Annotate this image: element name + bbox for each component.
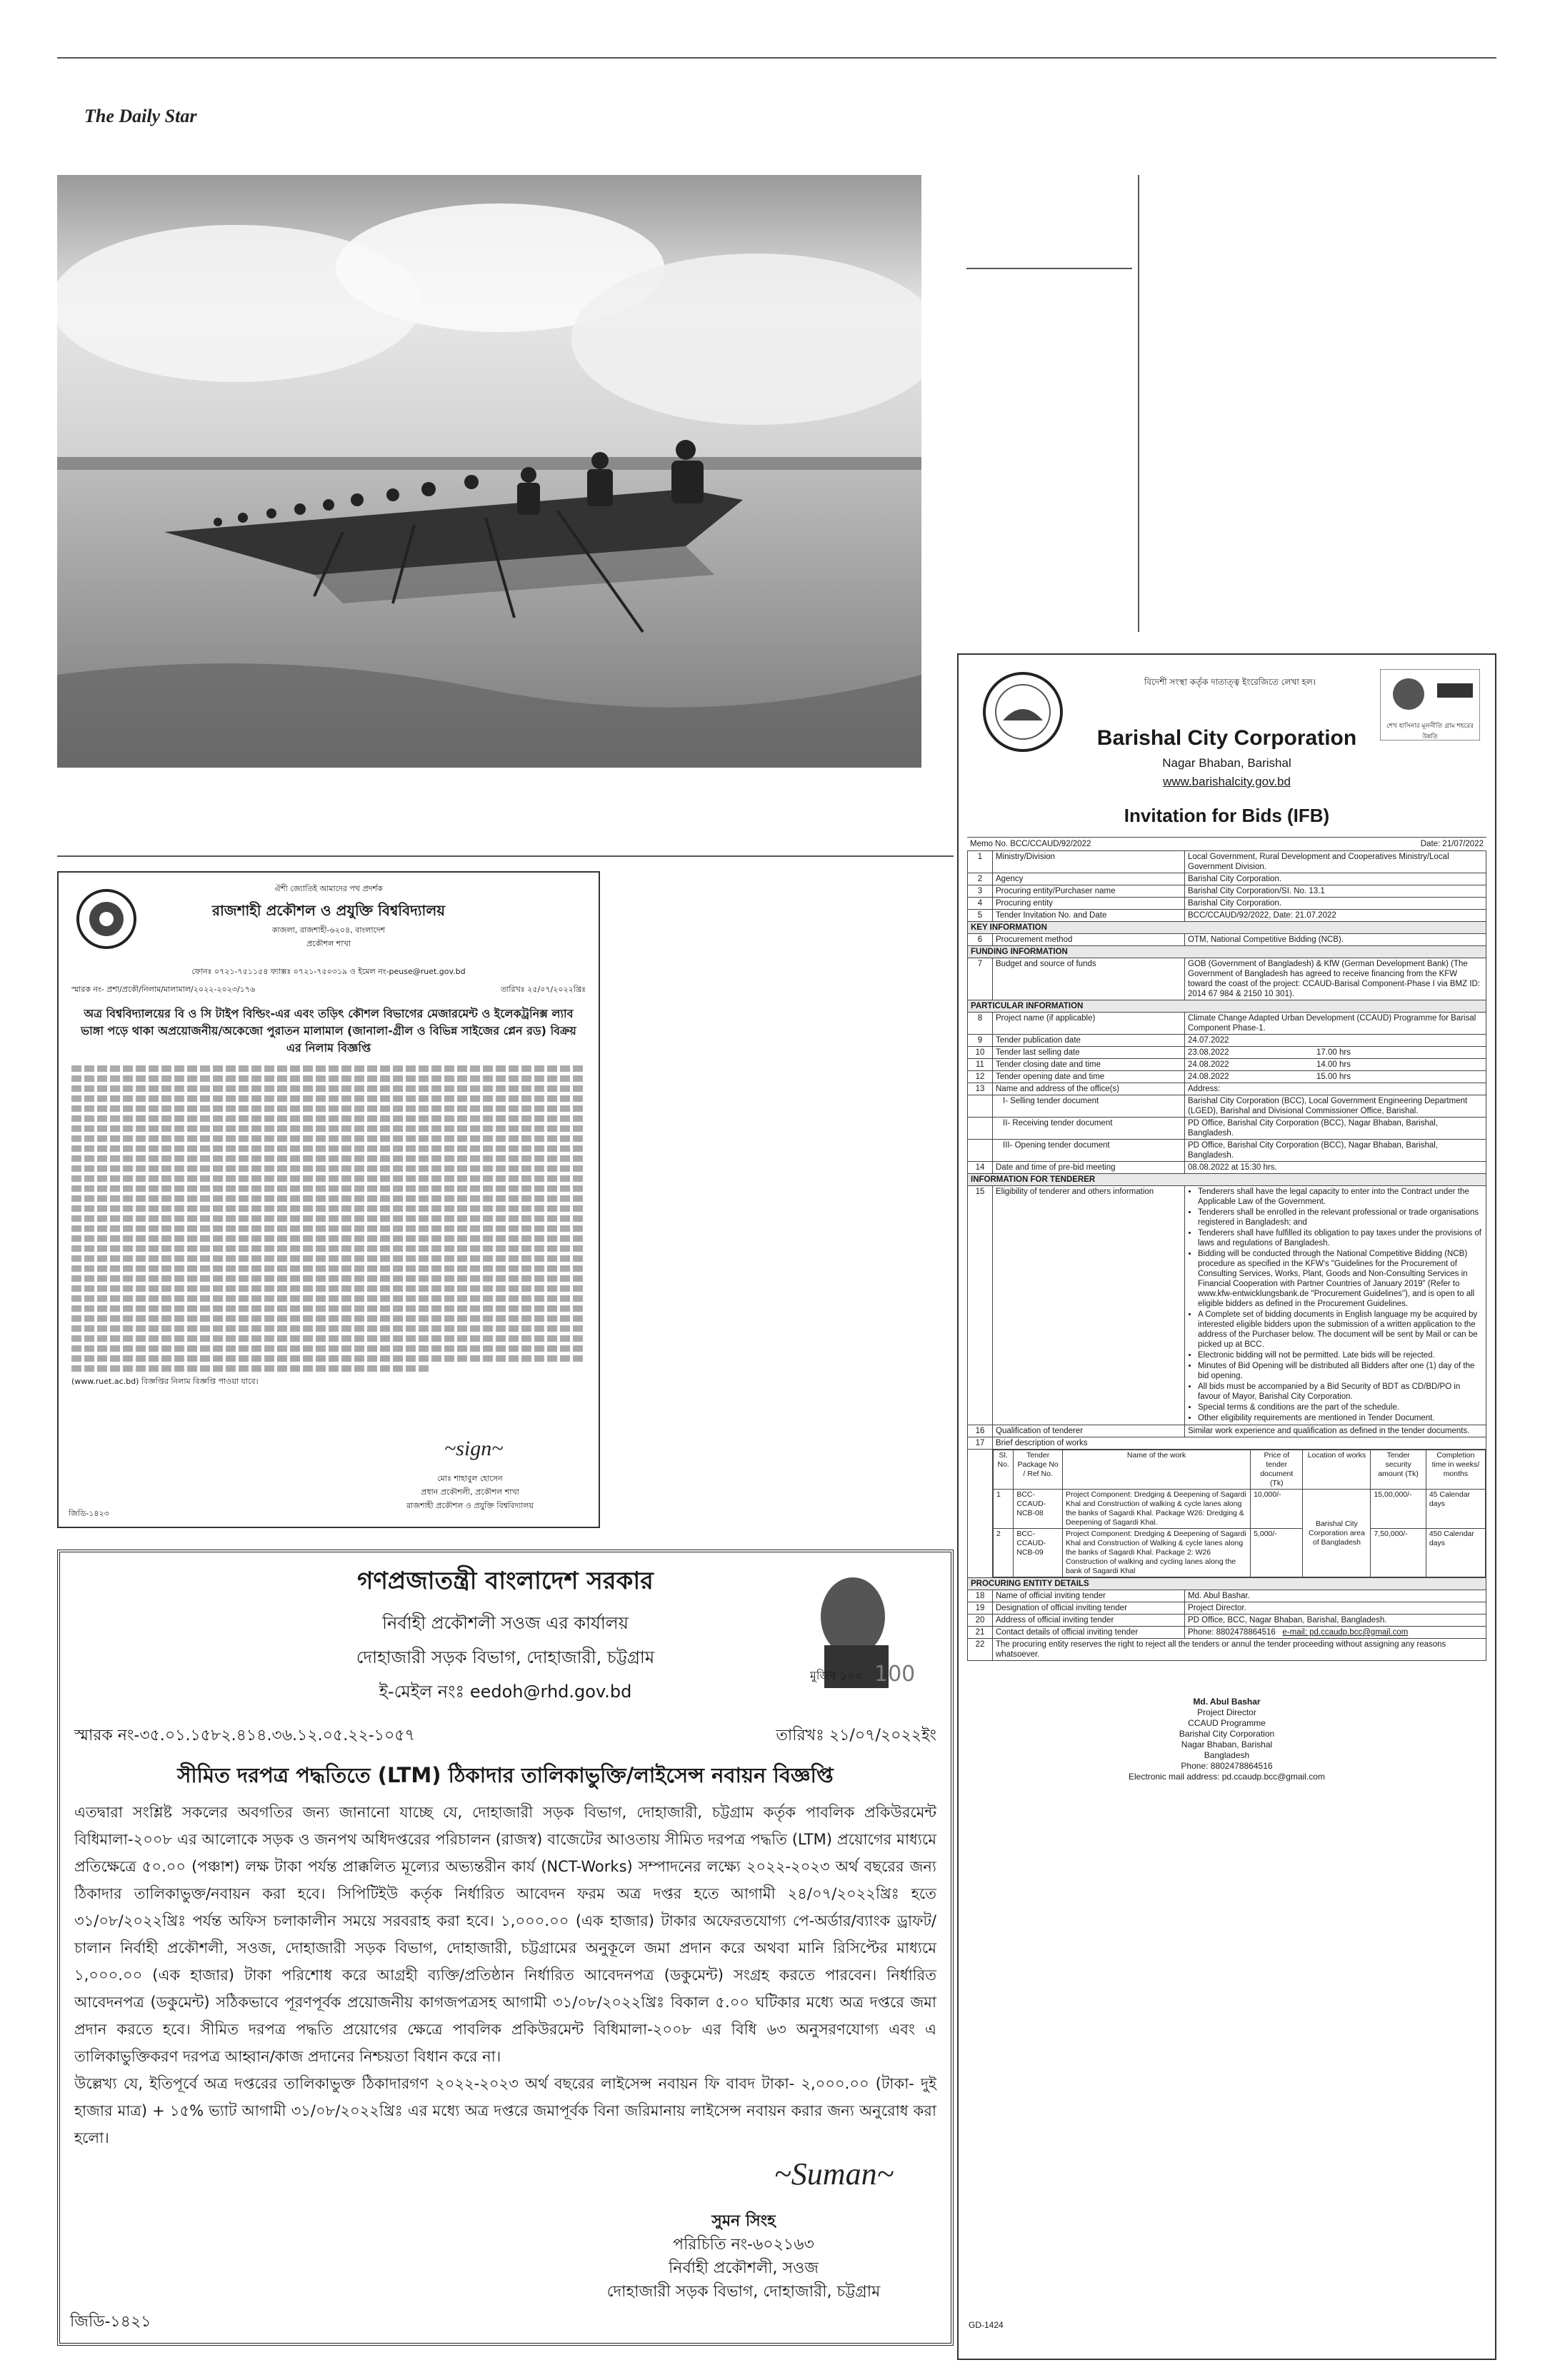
bcc-logo-icon xyxy=(980,669,1066,755)
ifb-notice xyxy=(957,653,1496,2360)
column-header: Tender Package No / Ref No. xyxy=(1014,1450,1063,1490)
ruet-signature: ~sign~ xyxy=(444,1437,504,1460)
column-header: Name of the work xyxy=(1062,1450,1250,1490)
table-row: 5 Tender Invitation No. and Date BCC/CCAUD/92/2022, Date: 21.07.2022 xyxy=(968,910,1486,922)
table-row: 2 BCC-CCAUD-NCB-09 Project Component: Dredging & Deepening of Sagardi Khal and Construction of Walking & cycle lanes along the banks of Sagardi Khal. Package 2: W26 Construction of walking and cycling lanes along the bank of Sagardi Khal 5,000/- 7,50,000/- 450 Calendar days xyxy=(994,1529,1486,1577)
ifb-sec-info: INFORMATION FOR TENDERER xyxy=(968,1174,1486,1186)
ruet-signer-title: প্রধান প্রকৌশলী, প্রকৌশল শাখা xyxy=(421,1487,519,1497)
short-rule xyxy=(966,268,1132,269)
ruet-signer: মোঃ শাহাবুল হোসেন xyxy=(437,1474,503,1483)
table-row: III- Opening tender document PD Office, Barishal City Corporation (BCC), Nagar Bhaban, Barishal, Bangladesh. xyxy=(968,1140,1486,1162)
column-header: Tender security amount (Tk) xyxy=(1371,1450,1426,1490)
table-row: 12 Tender opening date and time 24.08.2022 15.00 hrs xyxy=(968,1071,1486,1083)
ruet-notice xyxy=(57,871,600,1528)
rhd-signer-id: পরিচিতি নং-৬০২১৬৩ xyxy=(673,2236,814,2254)
ifb-title: Invitation for Bids (IFB) xyxy=(1124,805,1330,826)
rhd-gd: জিডি-১৪২১ xyxy=(70,2313,151,2331)
ifb-badge: শেখ হাসিনার মূলনীতি গ্রাম শহরের উন্নতি xyxy=(1386,723,1474,740)
ifb-sign-country: Bangladesh xyxy=(1204,1750,1250,1760)
ifb-table xyxy=(967,850,1486,1661)
table-row: 10 Tender last selling date 23.08.2022 17.00 hrs xyxy=(968,1047,1486,1059)
rhd-title: সীমিত দরপত্র পদ্ধতিতে (LTM) ঠিকাদার তালিকাভুক্তি/লাইসেন্স নবায়ন বিজ্ঞপ্তি xyxy=(177,1763,834,1787)
ifb-address: Nagar Bhaban, Barishal xyxy=(1162,756,1291,770)
column-header: Completion time in weeks/ months xyxy=(1426,1450,1485,1490)
ifb-gd: GD-1424 xyxy=(969,2320,1004,2330)
ruet-contact: ফোনঃ ০৭২১-৭৫১১৫৪ ফ্যাক্সঃ ০৭২১-৭৫০৩১৯ ও ইমেল নং-peuse@ruet.gov.bd xyxy=(191,967,466,976)
table-row: 13 Name and address of the office(s) Address: xyxy=(968,1083,1486,1095)
boat-race-photo-icon xyxy=(57,175,921,768)
ifb-org: Barishal City Corporation xyxy=(1096,726,1357,750)
rhd-signature: ~Suman~ xyxy=(774,2156,894,2191)
rhd-office: নির্বাহী প্রকৌশলী সওজ এর কার্যালয় xyxy=(382,1613,629,1633)
list-item: • Bidding will be conducted through the National Competitive Bidding (NCB) procedure as specified in the KFW's "Guidelines for the Procurement of Consulting Services, Works, Plant, Goods and Non-Consulting Services in Financial Cooperation with Partner Countries of January 2019" (Refer to www.kfw-entwicklungsbank.de "Procurement Guidelines"), and is open to all eligible bidders as defined in the Procurement Guidelines. xyxy=(1198,1249,1483,1309)
rhd-email: ই-মেইল নংঃ eedoh@rhd.gov.bd xyxy=(379,1682,632,1702)
ifb-slogan: বিদেশী সংস্থা কর্তৃক দাতাত্ত্ব ইংরেজিতে লেখা হল। xyxy=(1144,677,1316,687)
list-item: • Tenderers shall be enrolled in the relevant professional or trade organisations registered in Bangladesh; and xyxy=(1198,1207,1483,1227)
ifb-sec-proc: PROCURING ENTITY DETAILS xyxy=(968,1578,1486,1590)
table-row: 18 Name of official inviting tender Md. Abul Bashar. xyxy=(968,1590,1486,1602)
rhd-para2: উল্লেখ্য যে, ইতিপূর্বে অত্র দপ্তরের তালিকাভুক্ত ঠিকাদারগণ ২০২২-২০২৩ অর্থ বছরের লাইসেন্স নবায়ন ফি বাবদ টাকা- ২,০০০.০০ (টাকা- দুই হাজার মাত্র) + ১৫% ভ্যাট আগামী ৩১/০৮/২০২২খ্রিঃ এর মধ্যে অত্র দপ্তরে জমাপূর্বক বিনা জরিমানায় লাইসেন্স নবায়ন করার জন্য অনুরোধ করা হলো। xyxy=(74,2075,936,2146)
table-row: 15 Eligibility of tenderer and others information • Tenderers shall have the legal capacity to enter into the Contract under the Applicable Law of the Government. • Tenderers shall be enrolled in the relevant professional or trade organisations registered in Bangladesh; and • Tenderers shall have fulfilled its obligation to pay taxes under the provisions of laws and regulations of Bangladesh. • Bidding will be conducted through the National Competitive Bidding (NCB) procedure as specified in the KFW's "Guidelines for the Procurement of Consulting Services, Works, Plant, Goods and Non-Consulting Services in Financial Cooperation with Partner Countries of January 2019" (Refer to www.kfw-entwicklungsbank.de "Procurement Guidelines"), and is open to all eligible bidders as defined in the Procurement Guidelines. • A Complete set of bidding documents in English language my be acquired by interested eligible bidders upon the submission of a written application to the address of the Purchaser below. The document will be sent by Mail or can be picked up at BCC. • Electronic bidding will not be permitted. Late bids will be rejected. • Minutes of Bid Opening will be distributed all Bidders after one (1) day of the bid opening. • All bids must be accompanied by a Bid Security of BDT as CD/BD/PO in favour of Mayor, Barishal City Corporation. • Special terms & conditions are the part of the schedule. • Other eligibility requirements are mentioned in Tender Document. xyxy=(968,1186,1486,1425)
table-row: 19 Designation of official inviting tender Project Director. xyxy=(968,1602,1486,1615)
news-photo xyxy=(57,175,921,768)
table-row: 3 Procuring entity/Purchaser name Barishal City Corporation/SI. No. 13.1 xyxy=(968,885,1486,898)
table-row: 1 Ministry/Division Local Government, Rural Development and Cooperatives Ministry/Local Government Division. xyxy=(968,851,1486,873)
table-row: 11 Tender closing date and time 24.08.2022 14.00 hrs xyxy=(968,1059,1486,1071)
table-row: 17 Brief description of works xyxy=(968,1437,1486,1450)
ruet-website: (www.ruet.ac.bd) বিজ্ঞপ্তির নিলাম বিজ্ঞপ্তি পাওয়া যাবে। xyxy=(71,1377,259,1386)
ifb-sign-addr: Nagar Bhaban, Barishal xyxy=(1181,1739,1273,1749)
list-item: • All bids must be accompanied by a Bid Security of BDT as CD/BD/PO in favour of Mayor, Barishal City Corporation. xyxy=(1198,1382,1483,1402)
list-item: • Special terms & conditions are the part of the schedule. xyxy=(1198,1402,1483,1412)
list-item: • Minutes of Bid Opening will be distributed all Bidders after one (1) day of the bid opening. xyxy=(1198,1361,1483,1381)
ruet-date: তারিখঃ ২৫/০৭/২০২২খ্রিঃ xyxy=(500,985,586,994)
table-row: 1 BCC-CCAUD-NCB-08 Project Component: Dredging & Deepening of Sagardi Khal and Construction of walking & cycle lanes along the banks of Sagardi Khal. Package W26: Dredging & Deepening of Sagardi Khal. 10,000/- Barishal City Corporation area of Bangladesh 15,00,000/- 45 Calendar days xyxy=(994,1490,1486,1529)
top-rule xyxy=(57,57,1496,59)
ruet-motto: ঐশী জ্যোতিই আমাদের পথ প্রদর্শক xyxy=(274,884,383,893)
table-row: 16 Qualification of tenderer Similar work experience and qualification as defined in the tender documents. xyxy=(968,1425,1486,1437)
ifb-sign-name: Md. Abul Bashar xyxy=(1193,1697,1261,1707)
table-row: 2 Agency Barishal City Corporation. xyxy=(968,873,1486,885)
table-row: 22 The procuring entity reserves the right to reject all the tenders or annul the tender proceeding without assigning any reasons whatsoever. xyxy=(968,1639,1486,1661)
ifb-sec-fund: FUNDING INFORMATION xyxy=(968,946,1486,958)
rhd-date: তারিখঃ ২১/০৭/২০২২ইং xyxy=(776,1727,936,1744)
ruet-memo: স্মারক নং- প্রশা/প্রকৌ/নিলাম/মালামাল/২০২২-২০২৩/১৭৬ xyxy=(71,985,256,994)
ifb-date: Date: 21/07/2022 xyxy=(1420,840,1484,848)
ruet-dept: প্রকৌশল শাখা xyxy=(306,939,351,948)
table-row: 14 Date and time of pre-bid meeting 08.08.2022 at 15:30 hrs. xyxy=(968,1162,1486,1174)
table-row: 6 Procurement method OTM, National Competitive Bidding (NCB). xyxy=(968,934,1486,946)
column-header: Price of tender document (Tk) xyxy=(1251,1450,1303,1490)
eligibility-list xyxy=(1188,1187,1483,1423)
table-row: II- Receiving tender document PD Office, Barishal City Corporation (BCC), Nagar Bhaban, Barishal, Bangladesh. xyxy=(968,1118,1486,1140)
rhd-gov: গণপ্রজাতন্ত্রী বাংলাদেশ সরকার xyxy=(357,1567,654,1595)
ruet-body-text xyxy=(71,1065,586,1372)
ifb-sec-part: PARTICULAR INFORMATION xyxy=(968,1000,1486,1013)
rhd-memo: স্মারক নং-৩৫.০১.১৫৮২.৪১৪.৩৬.১২.০৫.২২-১০৫৭ xyxy=(74,1727,415,1744)
rhd-signer-title: নির্বাহী প্রকৌশলী, সওজ xyxy=(669,2259,819,2277)
table-row: 9 Tender publication date 24.07.2022 xyxy=(968,1035,1486,1047)
table-row: 8 Project name (if applicable) Climate Change Adapted Urban Development (CCAUD) Programme for Barisal Component Phase-1. xyxy=(968,1013,1486,1035)
list-item: • A Complete set of bidding documents in English language my be acquired by interested eligible bidders upon the submission of a written application to the address of the Purchaser below. The document will be sent by Mail or can be picked up at BCC. xyxy=(1198,1310,1483,1350)
svg-text:100: 100 xyxy=(874,1662,916,1687)
rhd-division: দোহাজারী সড়ক বিভাগ, দোহাজারী, চট্টগ্রাম xyxy=(356,1647,655,1667)
ifb-web[interactable]: www.barishalcity.gov.bd xyxy=(1163,775,1291,788)
ruet-name: রাজশাহী প্রকৌশল ও প্রযুক্তি বিশ্ববিদ্যালয় xyxy=(211,902,446,919)
ruet-gd: জিডি-১৪২৩ xyxy=(69,1509,109,1518)
ruet-address: কাজলা, রাজশাহী-৬২০৪, বাংলাদেশ xyxy=(271,925,386,935)
ifb-sign-phone: Phone: 8802478864516 xyxy=(1181,1761,1273,1771)
list-item: • Electronic bidding will not be permitted. Late bids will be rejected. xyxy=(1198,1350,1483,1360)
table-row: 20 Address of official inviting tender PD Office, BCC, Nagar Bhaban, Barishal, Bangladesh. xyxy=(968,1615,1486,1627)
works-location: Barishal City Corporation area of Bangladesh xyxy=(1303,1490,1371,1577)
column-rule xyxy=(1138,175,1139,632)
photo-bottom-rule xyxy=(57,855,954,857)
table-row: 4 Procuring entity Barishal City Corporation. xyxy=(968,898,1486,910)
works-table xyxy=(993,1450,1486,1577)
column-header: Sl. No. xyxy=(994,1450,1014,1490)
rhd-signer-div: দোহাজারী সড়ক বিভাগ, দোহাজারী, চট্টগ্রাম xyxy=(606,2283,881,2301)
ifb-sign-email: Electronic mail address: pd.ccaudp.bcc@gmail.com xyxy=(1129,1772,1325,1782)
list-item: • Tenderers shall have the legal capacity to enter into the Contract under the Applicable Law of the Government. xyxy=(1198,1187,1483,1207)
masthead: The Daily Star xyxy=(84,106,197,126)
mujib-badge-text: মুজিব ১০০ xyxy=(810,1669,862,1682)
column-header: Location of works xyxy=(1303,1450,1371,1490)
ifb-sign-org: Barishal City Corporation xyxy=(1179,1729,1275,1739)
ruet-signer-org: রাজশাহী প্রকৌশল ও প্রযুক্তি বিশ্ববিদ্যালয় xyxy=(406,1501,534,1510)
table-row: 7 Budget and source of funds GOB (Government of Bangladesh) & KfW (German Development Bank) (The Government of Bangladesh has agreed to receive financing from the KFW toward the coast of the project: CCAUD-Barisal Component-Phase I via BMZ ID: 2014 67 984 & 2150 10 301). xyxy=(968,958,1486,1000)
ifb-sign-title: Project Director xyxy=(1197,1707,1256,1717)
ifb-sign-prog: CCAUD Programme xyxy=(1188,1718,1266,1728)
list-item: • Tenderers shall have fulfilled its obligation to pay taxes under the provisions of laws and regulations of Bangladesh. xyxy=(1198,1228,1483,1248)
table-row: I- Selling tender document Barishal City Corporation (BCC), Local Government Engineering Department (LGED), Barishal and Divisional Commissioner Office, Barishal. xyxy=(968,1095,1486,1118)
rhd-notice xyxy=(57,1550,954,2346)
ruet-logo-icon xyxy=(74,887,139,951)
rhd-para1: এতদ্বারা সংশ্লিষ্ট সকলের অবগতির জন্য জানানো যাচ্ছে যে, দোহাজারী সড়ক বিভাগ, দোহাজারী, চট্টগ্রাম কর্তৃক পাবলিক প্রকিউরমেন্ট বিধিমালা-২০০৮ এর আলোকে সড়ক ও জনপথ অধিদপ্তরের পরিচালন (রাজস্ব) বাজেটের আওতায় সীমিত দরপত্র পদ্ধতি (LTM) প্রয়োগের মাধ্যমে প্রতিক্ষেত্রে ৫০.০০ (পঞ্চাশ) লক্ষ টাকা পর্যন্ত প্রাক্কলিত মূল্যের অভ্যন্তরীন কার্য (NCT-Works) সম্পাদনের লক্ষ্যে ২০২২-২০২৩ অর্থ বছরের জন্য ঠিকাদার তালিকাভুক্ত/নবায়ন করা হবে। সিপিটিইউ কর্তৃক নির্ধারিত আবেদন ফরম অত্র দপ্তর হতে আগামী ২৪/০৭/২০২২খ্রিঃ হতে ৩১/০৮/২০২২খ্রিঃ পর্যন্ত অফিস চলাকালীন সময়ে সরবরাহ করা হবে। ১,০০০.০০ (এক হাজার) টাকার অফেরতযোগ্য পে-অর্ডার/ব্যাংক ড্রাফট/চালান নির্বাহী প্রকৌশলী, সওজ, দোহাজারী সড়ক বিভাগ, দোহাজারী, চট্টগ্রামের অনুকূলে জমা প্রদান করে অথবা মানি রিসিপ্টের মাধ্যমে ১,০০০.০০ (এক হাজার) টাকা পরিশোধ করে আগ্রহী ব্যক্তি/প্রতিষ্ঠান নির্ধারিত আবেদনপত্র (ডকুমেন্ট) সংগ্রহ করতে পারবেন। নির্ধারিত আবেদনপত্র (ডকুমেন্ট) সঠিকভাবে পূরণপূর্বক প্রয়োজনীয় কাগজপত্রসহ আগামী ৩১/০৮/২০২২খ্রিঃ বিকাল ৫.০০ ঘটিকার মধ্যে অত্র দপ্তরে জমা প্রদান করতে হবে। সীমিত দরপত্র পদ্ধতি প্রয়োগের ক্ষেত্রে পাবলিক প্রকিউরমেন্ট বিধিমালা-২০০৮ এর বিধি ৬৩ অনুসরণযোগ্য এবং এ তালিকাভুক্তিকরণ দরপত্র আহ্বান/কাজ প্রদানের নিশ্চয়তা বিধান করে না। xyxy=(74,1804,936,2065)
rhd-signer: সুমন সিংহ xyxy=(711,2212,776,2230)
ifb-memo: Memo No. BCC/CCAUD/92/2022 xyxy=(970,840,1091,848)
ruet-title: অত্র বিশ্ববিদ্যালয়ের বি ও সি টাইপ বিল্ডিং-এর এবং তড়িৎ কৌশল বিভাগের মেজারমেন্ট ও ইলেকট্রনিক্স ল্যাব ভাঙ্গা পড়ে থাকা অপ্রয়োজনীয়/অকেজো পুরাতন মালামাল (জানালা-গ্রীল ও বিভিন্ন সাইজের প্লেন রড) বিক্রয় এর নিলাম বিজ্ঞপ্তি xyxy=(81,1007,576,1055)
ifb-sec-key: KEY INFORMATION xyxy=(968,922,1486,934)
table-row: 21 Contact details of official inviting tender Phone: 8802478864516 e-mail: pd.ccaudp.bcc@gmail.com xyxy=(968,1627,1486,1639)
list-item: • Other eligibility requirements are mentioned in Tender Document. xyxy=(1198,1413,1483,1423)
